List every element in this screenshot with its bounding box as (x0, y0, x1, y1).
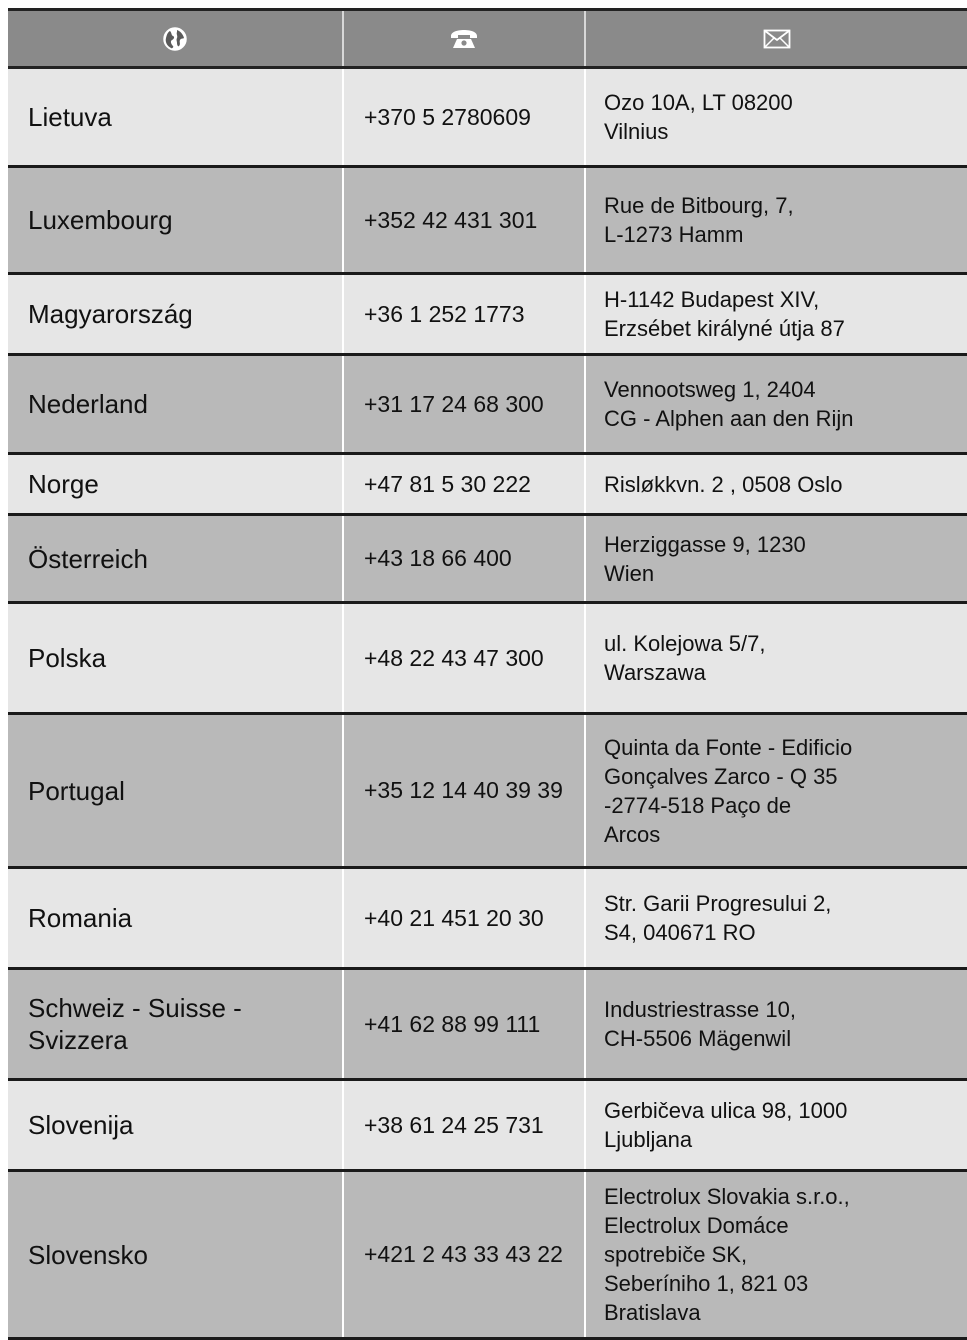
address-cell (585, 1171, 967, 1339)
address-line: Gerbičeva ulica 98, 1000 (604, 1098, 848, 1123)
address-cell (585, 515, 967, 603)
phone-number: +31 17 24 68 300 (343, 355, 585, 454)
phone-number: +36 1 252 1773 (343, 274, 585, 355)
country-cell (8, 714, 343, 868)
country-name: Polska (28, 643, 107, 673)
country-cell (8, 1080, 343, 1171)
address-line: Ozo 10A, LT 08200 (604, 90, 793, 115)
country-name: Svizzera (28, 1025, 128, 1055)
address-line: Str. Garii Progresului 2, (604, 891, 832, 916)
country-name: Portugal (28, 775, 125, 806)
country-name: Norge (28, 469, 99, 499)
country-name: Nederland (28, 389, 148, 419)
table-row (8, 868, 967, 969)
table-row (8, 969, 967, 1080)
address-cell (585, 355, 967, 454)
country-name: Schweiz - Suisse - (28, 993, 242, 1023)
country-name: Magyarország (28, 299, 193, 329)
address-cell (585, 714, 967, 868)
address-line: Vennootsweg 1, 2404 (604, 377, 816, 402)
phone-number: +35 12 14 40 39 39 (343, 714, 585, 868)
country-cell (8, 355, 343, 454)
address-line: Warszawa (604, 660, 706, 685)
address-line: Industriestrasse 10, (604, 997, 796, 1022)
phone-number: +43 18 66 400 (343, 515, 585, 603)
address-line: S4, 040671 RO (604, 920, 756, 945)
phone-number: +370 5 2780609 (343, 68, 585, 167)
country-name: Slovenija (28, 1110, 134, 1140)
country-cell (8, 969, 343, 1080)
address-line: L-1273 Hamm (604, 222, 744, 247)
table-row (8, 167, 967, 274)
phone-number: +421 2 43 33 43 22 (343, 1171, 585, 1339)
table-row (8, 274, 967, 355)
country-cell (8, 515, 343, 603)
table-row (8, 1080, 967, 1171)
address-cell (585, 454, 967, 515)
country-name: Slovensko (28, 1239, 148, 1270)
address-cell (585, 603, 967, 714)
table-row (8, 355, 967, 454)
address-line: Bratislava (604, 1300, 701, 1325)
contacts-table (8, 8, 967, 1340)
address-line: H-1142 Budapest XIV, (604, 287, 820, 312)
address-line: Rue de Bitbourg, 7, (604, 193, 794, 218)
phone-number: +47 81 5 30 222 (343, 454, 585, 515)
address-line: Electrolux Slovakia s.r.o., (604, 1184, 850, 1209)
phone-number: +40 21 451 20 30 (343, 868, 585, 969)
address-cell (585, 969, 967, 1080)
country-column-header (8, 10, 343, 68)
country-cell (8, 68, 343, 167)
table-row (8, 454, 967, 515)
address-line: CG - Alphen aan den Rijn (604, 406, 854, 431)
phone-number: +48 22 43 47 300 (343, 603, 585, 714)
country-cell (8, 454, 343, 515)
address-line: Risløkkvn. 2 , 0508 Oslo (604, 471, 843, 497)
phone-number: +41 62 88 99 111 (343, 969, 585, 1080)
address-line: Quinta da Fonte - Edificio (604, 734, 853, 760)
address-line: Vilnius (604, 119, 669, 144)
address-cell (585, 868, 967, 969)
address-line: Electrolux Domáce (604, 1213, 789, 1238)
address-cell (585, 274, 967, 355)
address-line: spotrebiče SK, (604, 1242, 748, 1267)
address-cell (585, 1080, 967, 1171)
address-line: Gonçalves Zarco - Q 35 (604, 763, 838, 789)
address-line: Erzsébet királyné útja 87 (604, 316, 845, 341)
table-row (8, 603, 967, 714)
table-row (8, 515, 967, 603)
table-header-row (8, 10, 967, 68)
address-column-header (585, 10, 967, 68)
country-cell (8, 1171, 343, 1339)
country-name: Lietuva (28, 102, 112, 132)
country-name: Österreich (28, 543, 148, 574)
address-cell (585, 68, 967, 167)
country-cell (8, 274, 343, 355)
country-cell (8, 868, 343, 969)
address-line: Wien (604, 560, 655, 586)
phone-number: +38 61 24 25 731 (343, 1080, 585, 1171)
country-cell (8, 603, 343, 714)
table-row (8, 714, 967, 868)
country-name: Luxembourg (28, 205, 173, 235)
table-row (8, 68, 967, 167)
country-cell (8, 167, 343, 274)
table-row (8, 1171, 967, 1339)
address-line: CH-5506 Mägenwil (604, 1026, 792, 1051)
telephone-icon (449, 27, 479, 51)
phone-column-header (343, 10, 585, 68)
address-line: Ljubljana (604, 1127, 693, 1152)
address-line: Herziggasse 9, 1230 (604, 531, 806, 557)
phone-number: +352 42 431 301 (343, 167, 585, 274)
address-line: Seberíniho 1, 821 03 (604, 1271, 809, 1296)
address-line: Arcos (604, 821, 661, 847)
envelope-icon (763, 29, 791, 49)
address-line: ul. Kolejowa 5/7, (604, 631, 766, 656)
address-cell (585, 167, 967, 274)
globe-icon (162, 26, 188, 52)
country-name: Romania (28, 903, 133, 933)
address-line: -2774-518 Paço de (604, 792, 792, 818)
